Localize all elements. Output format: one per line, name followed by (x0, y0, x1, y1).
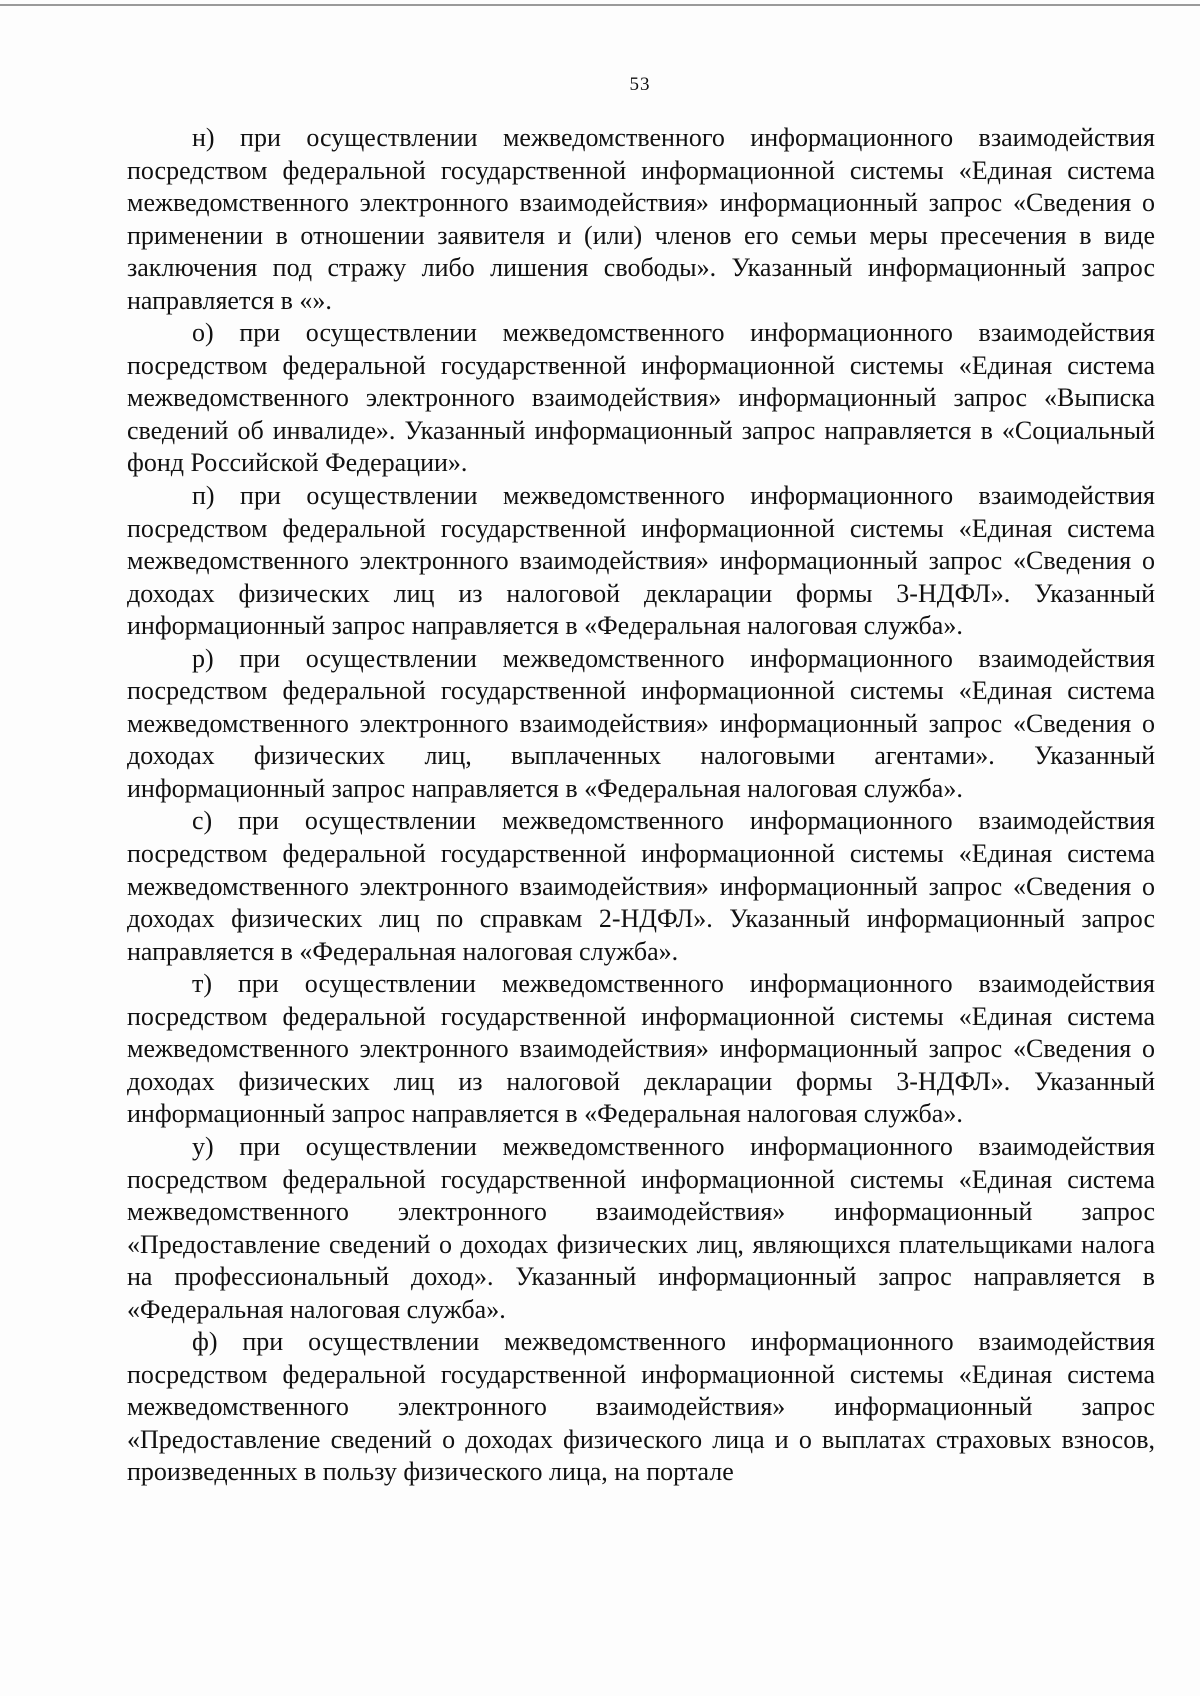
paragraph-f: ф) при осуществлении межведомственного информационного взаимодействия посредством федеральной государственной информационной системы «Единая система межведомственного электронного взаимодействия» информационный запрос «Предоставление сведений о доходах физического лица и о выплатах страховых взносов, произведенных в пользу физического лица, на портале (127, 1327, 1155, 1487)
paragraph-o: о) при осуществлении межведомственного информационного взаимодействия посредством федеральной государственной информационной системы «Единая система межведомственного электронного взаимодействия» информационный запрос «Выписка сведений об инвалиде». Указанный информационный запрос направляется в «Социальный фонд Российской Федерации». (127, 318, 1155, 478)
paragraph-r: р) при осуществлении межведомственного информационного взаимодействия посредством федеральной государственной информационной системы «Единая система межведомственного электронного взаимодействия» информационный запрос «Сведения о доходах физических лиц, выплаченных налоговыми агентами». Указанный информационный запрос направляется в «Федеральная налоговая служба». (127, 643, 1155, 803)
page-number: 53 (629, 74, 651, 95)
paragraph-s: с) при осуществлении межведомственного информационного взаимодействия посредством федеральной государственной информационной системы «Единая система межведомственного электронного взаимодействия» информационный запрос «Сведения о доходах физических лиц по справкам 2-НДФЛ». Указанный информационный запрос направляется в «Федеральная налоговая служба». (127, 806, 1155, 966)
paragraph-n: н) при осуществлении межведомственного информационного взаимодействия посредством федеральной государственной информационной системы «Единая система межведомственного электронного взаимодействия» информационный запрос «Сведения о применении в отношении заявителя и (или) членов его семьи меры пресечения в виде заключения под стражу либо лишения свободы». Указанный информационный запрос направляется в «». (127, 123, 1155, 315)
paragraph-u: у) при осуществлении межведомственного информационного взаимодействия посредством федеральной государственной информационной системы «Единая система межведомственного электронного взаимодействия» информационный запрос «Предоставление сведений о доходах физических лиц, являющихся плательщиками налога на профессиональный доход». Указанный информационный запрос направляется в «Федеральная налоговая служба». (127, 1131, 1155, 1324)
scan-edge-line (0, 4, 1200, 6)
paragraph-p: п) при осуществлении межведомственного информационного взаимодействия посредством федеральной государственной информационной системы «Единая система межведомственного электронного взаимодействия» информационный запрос «Сведения о доходах физических лиц из налоговой декларации формы 3-НДФЛ». Указанный информационный запрос направляется в «Федеральная налоговая служба». (127, 481, 1155, 641)
paragraph-t: т) при осуществлении межведомственного информационного взаимодействия посредством федеральной государственной информационной системы «Единая система межведомственного электронного взаимодействия» информационный запрос «Сведения о доходах физических лиц из налоговой декларации формы 3-НДФЛ». Указанный информационный запрос направляется в «Федеральная налоговая служба». (127, 969, 1155, 1129)
document-body (127, 122, 1155, 1489)
